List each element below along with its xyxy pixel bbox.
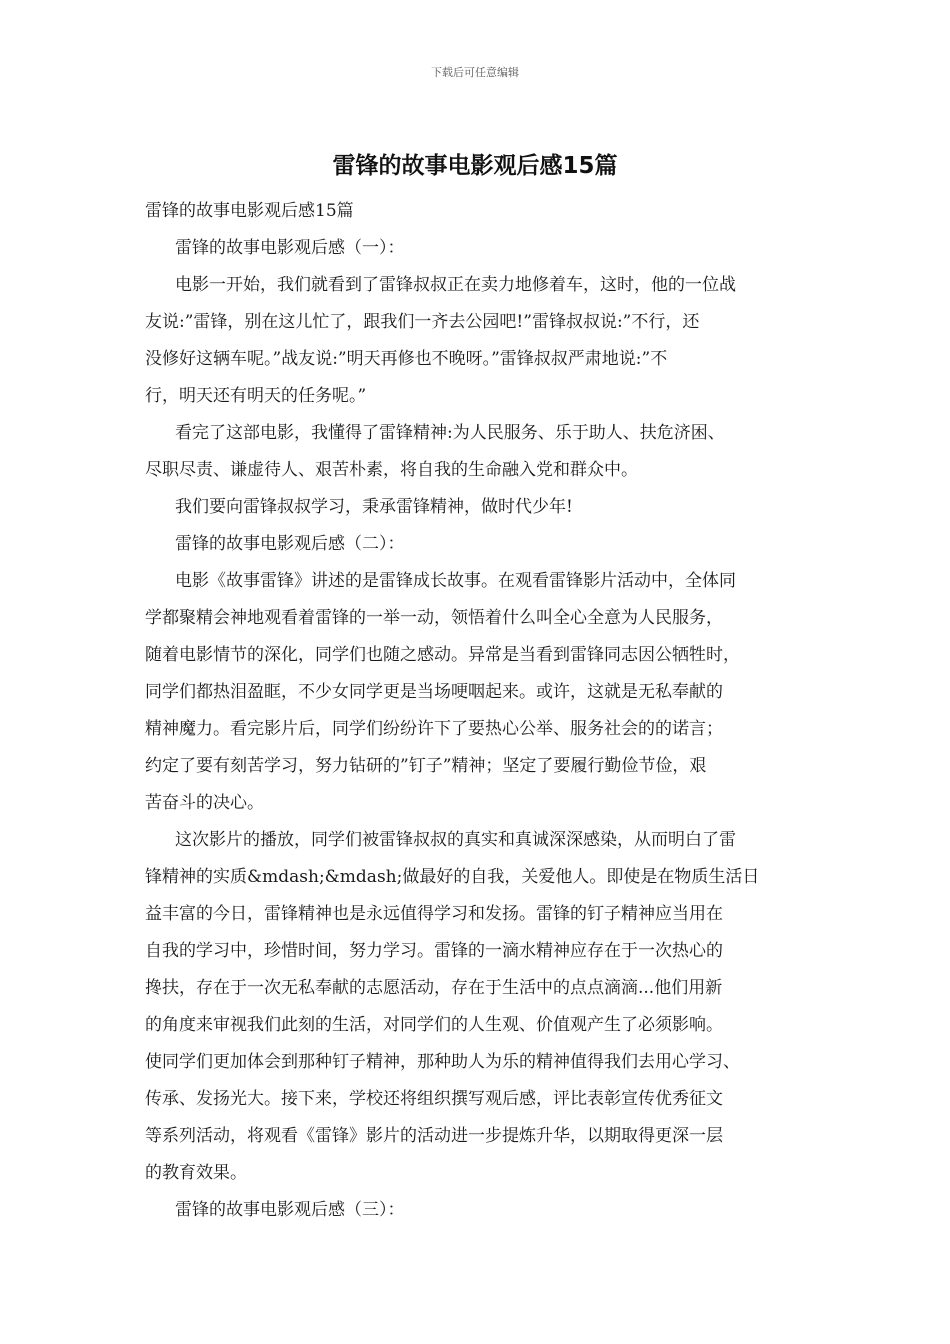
section-heading-2: 雷锋的故事电影观后感（二）： [175,534,405,554]
header-note: 下载后可任意编辑 [431,66,519,79]
paragraph-line: 我们要向雷锋叔叔学习，秉承雷锋精神，做时代少年! [175,497,573,517]
paragraph-line: 苦奋斗的决心。 [145,793,264,813]
paragraph-line: 行，明天还有明天的任务呢。” [145,386,367,406]
paragraph-line: 电影一开始，我们就看到了雷锋叔叔正在卖力地修着车，这时，他的一位战 [175,275,736,295]
paragraph-line: 没修好这辆车呢。”战友说:”明天再修也不晚呀。”雷锋叔叔严肃地说:”不 [145,349,668,369]
paragraph-line: 同学们都热泪盈眶，不少女同学更是当场哽咽起来。或许，这就是无私奉献的 [145,682,723,702]
paragraph-line: 等系列活动，将观看《雷锋》影片的活动进一步提炼升华，以期取得更深一层 [145,1126,723,1146]
subtitle-line: 雷锋的故事电影观后感15篇 [145,201,354,221]
document-title: 雷锋的故事电影观后感15篇 [332,153,618,179]
section-heading-3: 雷锋的故事电影观后感（三）： [175,1200,405,1220]
paragraph-line: 这次影片的播放，同学们被雷锋叔叔的真实和真诚深深感染，从而明白了雷 [175,830,736,850]
section-heading-1: 雷锋的故事电影观后感（一）： [175,238,405,258]
paragraph-line: 传承、发扬光大。接下来，学校还将组织撰写观后感，评比表彰宣传优秀征文 [145,1089,723,1109]
paragraph-line: 友说:”雷锋，别在这儿忙了，跟我们一齐去公园吧!”雷锋叔叔说:”不行，还 [145,312,700,332]
paragraph-line: 搀扶，存在于一次无私奉献的志愿活动，存在于生活中的点点滴滴...他们用新 [145,978,723,998]
paragraph-line: 锋精神的实质&mdash;&mdash;做最好的自我，关爱他人。即使是在物质生活日 [145,867,760,887]
paragraph-line: 的角度来审视我们此刻的生活，对同学们的人生观、价值观产生了必须影响。 [145,1015,723,1035]
paragraph-line: 使同学们更加体会到那种钉子精神，那种助人为乐的精神值得我们去用心学习、 [145,1052,740,1072]
paragraph-line: 的教育效果。 [145,1163,247,1183]
paragraph-line: 自我的学习中，珍惜时间，努力学习。雷锋的一滴水精神应存在于一次热心的 [145,941,723,961]
paragraph-line: 尽职尽责、谦虚待人、艰苦朴素，将自我的生命融入党和群众中。 [145,460,638,480]
paragraph-line: 电影《故事雷锋》讲述的是雷锋成长故事。在观看雷锋影片活动中，全体同 [175,571,736,591]
paragraph-line: 学都聚精会神地观看着雷锋的一举一动，领悟着什么叫全心全意为人民服务， [145,608,723,628]
document-body [145,193,810,1229]
paragraph-line: 约定了要有刻苦学习，努力钻研的”钉子”精神；坚定了要履行勤俭节俭，艰 [145,756,707,776]
paragraph-line: 益丰富的今日，雷锋精神也是永远值得学习和发扬。雷锋的钉子精神应当用在 [145,904,723,924]
paragraph-line: 精神魔力。看完影片后，同学们纷纷许下了要热心公举、服务社会的的诺言； [145,719,723,739]
paragraph-line: 看完了这部电影，我懂得了雷锋精神:为人民服务、乐于助人、扶危济困、 [175,423,725,443]
paragraph-line: 随着电影情节的深化，同学们也随之感动。异常是当看到雷锋同志因公牺牲时， [145,645,740,665]
